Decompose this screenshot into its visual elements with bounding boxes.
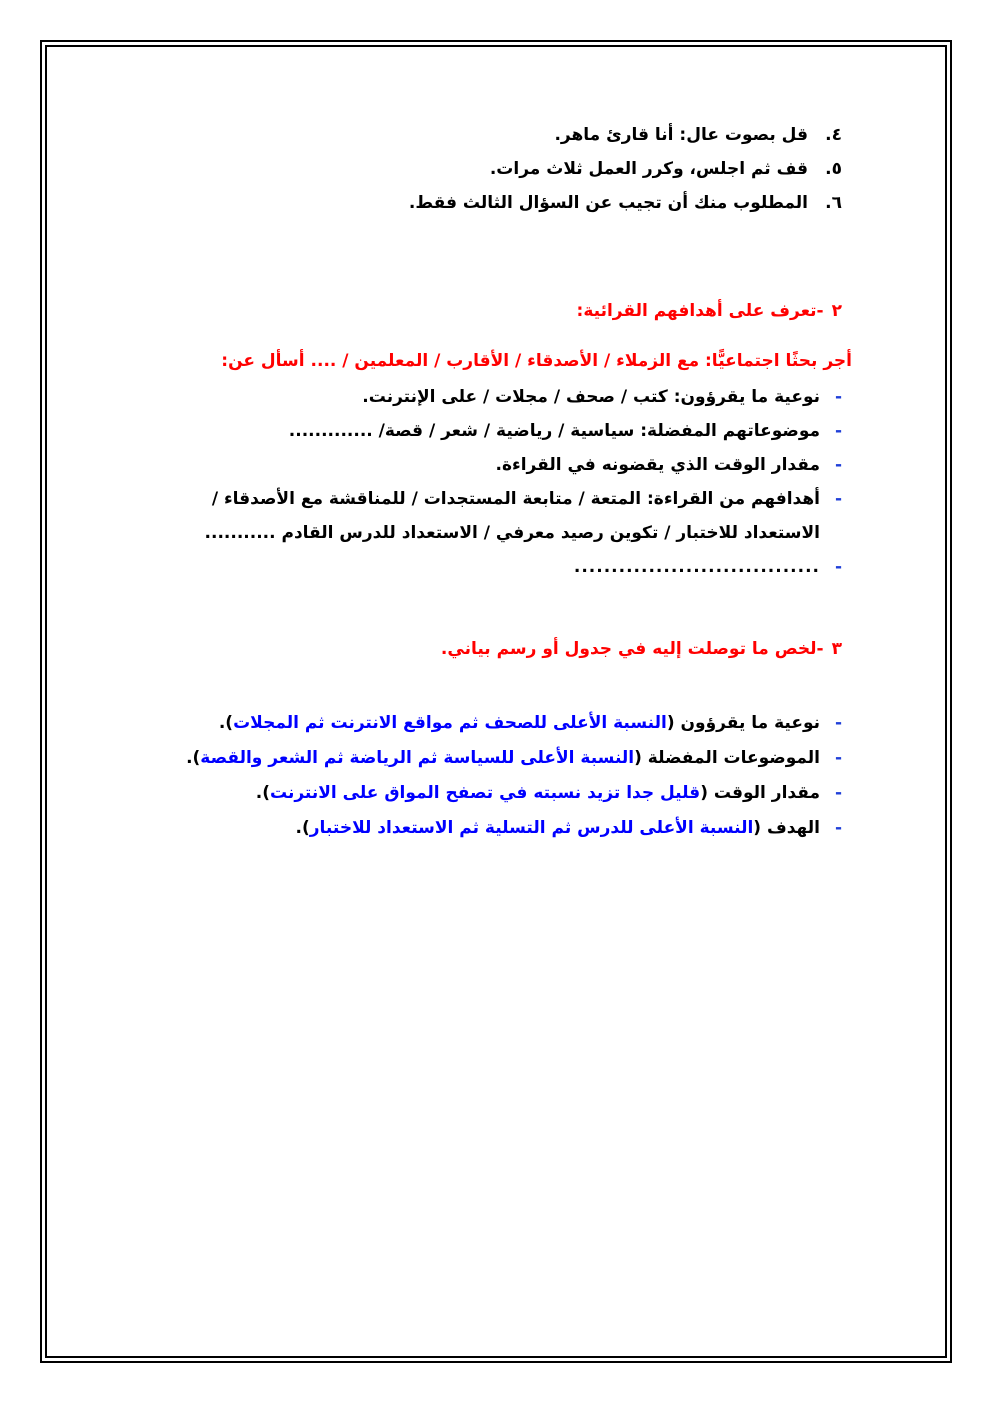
document-body <box>137 118 852 846</box>
bullet-dash: - <box>834 387 842 407</box>
section-number: ٣ <box>831 639 842 659</box>
list-item <box>137 414 842 448</box>
answer-label: الموضوعات المفضلة ( <box>634 748 820 768</box>
list-item <box>137 482 842 550</box>
list-item <box>137 741 842 776</box>
list-item <box>137 811 842 846</box>
instruction-item <box>137 152 842 186</box>
bullet-dash: - <box>834 557 842 577</box>
answer-end: ). <box>186 748 201 768</box>
section-title: -لخص ما توصلت إليه في جدول أو رسم بياني. <box>440 639 824 659</box>
bullet-dash: - <box>834 455 842 475</box>
item-number: ٥. <box>825 159 842 179</box>
list-item <box>137 776 842 811</box>
item-text: قف ثم اجلس، وكرر العمل ثلاث مرات. <box>489 159 808 179</box>
answer-text: النسبة الأعلى للدرس ثم التسلية ثم الاستعداد للاختبار <box>309 818 754 838</box>
list-item-text: أهدافهم من القراءة: المتعة / متابعة المستجدات / للمناقشة مع الأصدقاء / الاستعداد للاختبار / تكوين رصيد معرفي / الاستعداد للدرس القادم ........... <box>204 489 820 543</box>
section-number: ٢ <box>831 301 842 321</box>
bullet-dash: - <box>834 421 842 441</box>
item-text: قل بصوت عال: أنا قارئ ماهر. <box>554 125 808 145</box>
list-item-text: مقدار الوقت الذي يقضونه في القراءة. <box>495 455 820 475</box>
answer-text: قليل جدا تزيد نسبته في تصفح المواق على الانترنت <box>269 783 701 803</box>
list-item <box>137 380 842 414</box>
answer-end: ). <box>255 783 270 803</box>
blank-line: ................................. <box>573 557 820 577</box>
section-3-heading <box>137 634 842 664</box>
bullet-dash: - <box>834 748 842 768</box>
section-2-heading <box>137 296 842 326</box>
answer-text: النسبة الأعلى للصحف ثم مواقع الانترنت ثم المجلات <box>233 713 667 733</box>
instruction-item <box>137 118 842 152</box>
instruction-item <box>137 186 842 220</box>
numbered-instructions <box>137 118 842 220</box>
bullet-dash: - <box>834 489 842 509</box>
item-text: المطلوب منك أن تجيب عن السؤال الثالث فقط. <box>408 193 808 213</box>
item-number: ٦. <box>825 193 842 213</box>
bullet-dash: - <box>834 783 842 803</box>
list-item <box>137 550 842 584</box>
answer-end: ). <box>218 713 234 733</box>
answer-end: ). <box>295 818 310 838</box>
bullet-dash: - <box>834 713 842 733</box>
list-item <box>137 448 842 482</box>
list-item-text: نوعية ما يقرؤون: كتب / صحف / مجلات / على الإنترنت. <box>362 387 820 407</box>
survey-intro: أجر بحثًا اجتماعيًّا: مع الزملاء / الأصدقاء / الأقارب / المعلمين / .... أسأل عن: <box>221 351 852 371</box>
summary-answers <box>137 706 842 846</box>
answer-label: مقدار الوقت ( <box>700 783 820 803</box>
item-number: ٤. <box>825 125 842 145</box>
bullet-dash: - <box>834 818 842 838</box>
list-item-text: موضوعاتهم المفضلة: سياسية / رياضية / شعر / قصة/ ............. <box>288 421 820 441</box>
list-item <box>137 706 842 741</box>
survey-questions <box>137 380 842 584</box>
section-title: -تعرف على أهدافهم القرائية: <box>576 301 824 321</box>
answer-label: نوعية ما يقرؤون ( <box>666 713 820 733</box>
answer-label: الهدف ( <box>753 818 820 838</box>
answer-text: النسبة الأعلى للسياسة ثم الرياضة ثم الشعر والقصة <box>200 748 635 768</box>
